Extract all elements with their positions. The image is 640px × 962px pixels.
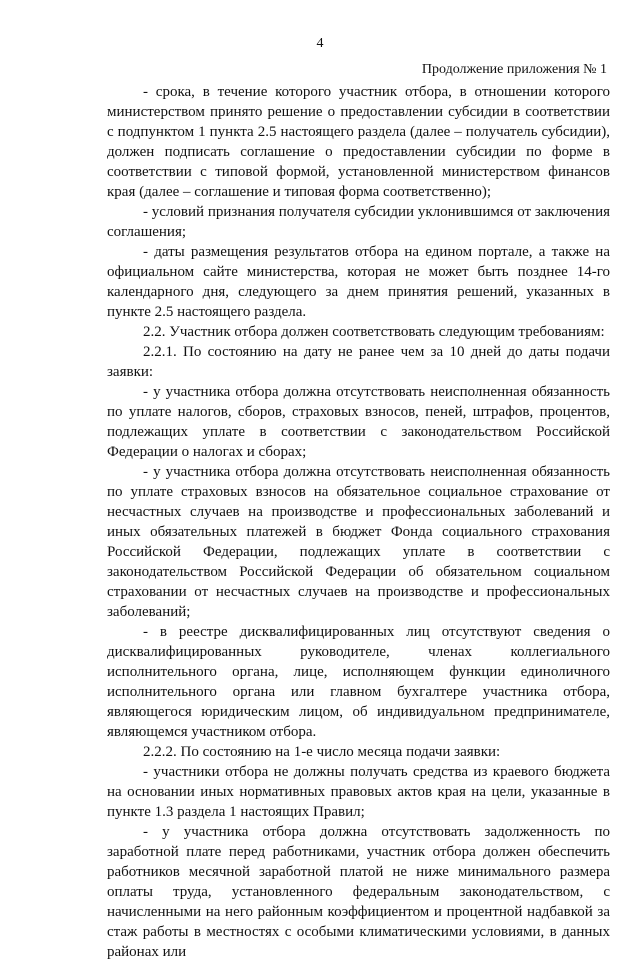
- document-body: [107, 82, 610, 962]
- paragraph-tax-obligations: - у участника отбора должна отсутствовать неисполненная обязанность по уплате налогов, сборов, страховых взносов, пеней, штрафов, процентов, подлежащих уплате в соответствии с законодательством Российской Федерации о налогах и сборах;: [107, 384, 610, 460]
- paragraph-2-2-requirements: 2.2. Участник отбора должен соответствовать следующим требованиям:: [143, 324, 605, 340]
- paragraph-signing-deadline: - срока, в течение которого участник отбора, в отношении которого министерством принято решение о предоставлении субсидии в соответствии с подпунктом 1 пункта 2.5 настоящего раздела (далее – получатель субсидии), должен подписать соглашение о предоставлении субсидии по форме в соответствии с типовой формой, установленной министерством финансов края (далее – соглашение и типовая форма соответственно);: [107, 84, 610, 200]
- page-number: 4: [316, 36, 324, 51]
- paragraph-2-2-1: 2.2.1. По состоянию на дату не ранее чем за 10 дней до даты подачи заявки:: [107, 344, 610, 380]
- paragraph-disqualified-persons: - в реестре дисквалифицированных лиц отсутствуют сведения о дисквалифицированных руководителе, членах коллегиального исполнительного органа, лице, исполняющем функции единоличного исполнительного органа или главном бухгалтере участника отбора, являющегося юридическим лицом, об индивидуальном предпринимателе, являющемся участником отбора.: [107, 624, 610, 740]
- appendix-continuation-label: Продолжение приложения № 1: [421, 62, 607, 77]
- paragraph-insurance-obligations: - у участника отбора должна отсутствовать неисполненная обязанность по уплате страховых взносов на обязательное социальное страхование от несчастных случаев на производстве и профессиональных заболеваний и иных обязательных платежей в бюджет Фонда социального страхования Российской Федерации, подлежащих уплате в соответствии с законодательством Российской Федерации об обязательном социальном страховании от несчастных случаев на производстве и профессиональных заболеваний;: [107, 464, 610, 620]
- paragraph-wage-arrears: - у участника отбора должна отсутствовать задолженность по заработной плате перед работниками, участник отбора должен обеспечить работников месячной заработной платой не ниже минимального размера оплаты труда, установленного федеральным законодательством, с начисленными на него районным коэффициентом и процентной надбавкой за стаж работы в местностях с особыми климатическими условиями, в данных районах или: [107, 824, 610, 960]
- paragraph-2-2-2: 2.2.2. По состоянию на 1-е число месяца подачи заявки:: [143, 744, 501, 760]
- paragraph-evasion-conditions: - условий признания получателя субсидии уклонившимся от заключения соглашения;: [107, 204, 610, 240]
- paragraph-no-budget-funds: - участники отбора не должны получать средства из краевого бюджета на основании иных нормативных правовых актов края на цели, указанные в пункте 1.3 раздела 1 настоящих Правил;: [107, 764, 610, 820]
- paragraph-results-publication-date: - даты размещения результатов отбора на едином портале, а также на официальном сайте министерства, которая не может быть позднее 14-го календарного дня, следующего за днем принятия решений, указанных в пункте 2.5 настоящего раздела.: [107, 244, 610, 320]
